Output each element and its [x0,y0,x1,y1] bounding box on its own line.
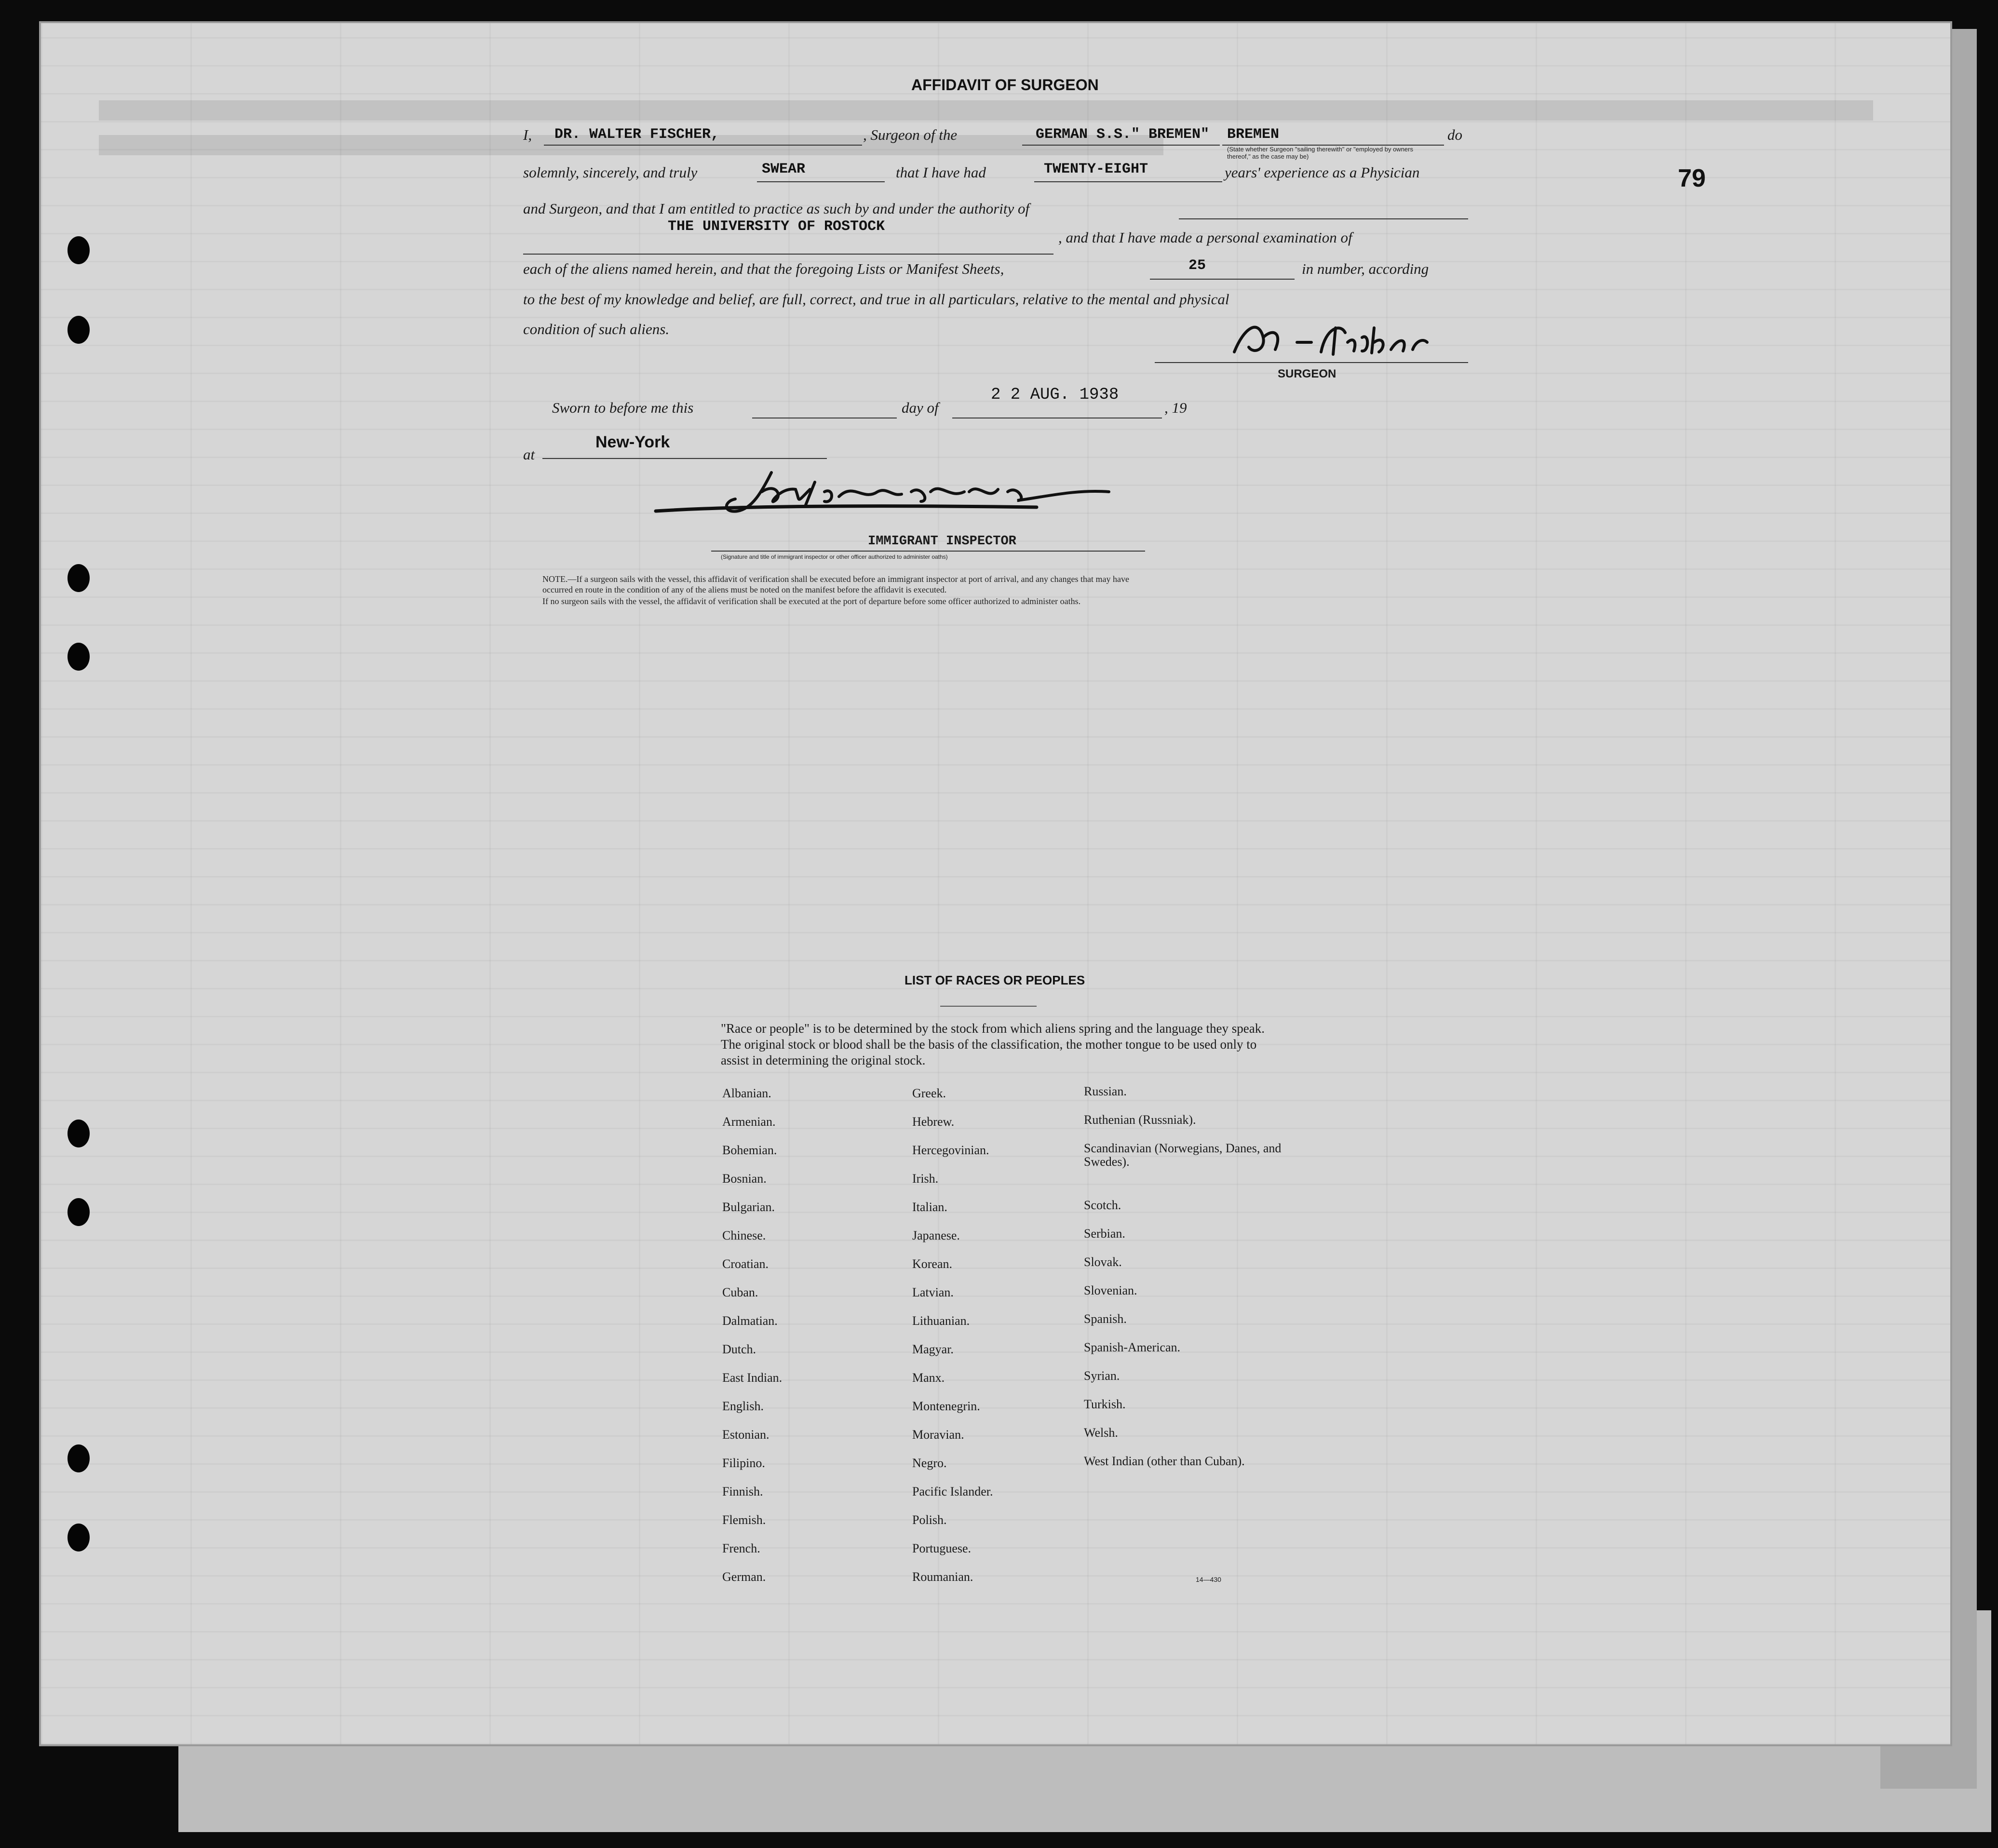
line6: to the best of my knowledge and belief, are full, correct, and true in all particulars, relative to the mental and physical [523,291,1229,308]
race-item: Slovenian. [1084,1283,1137,1297]
punch-hole [68,1120,90,1147]
race-item: Bulgarian. [722,1200,775,1214]
form-number: 14—430 [1196,1576,1221,1583]
race-item: Spanish-American. [1084,1340,1181,1354]
years-value: TWENTY-EIGHT [1044,161,1148,177]
line2-mid: that I have had [896,164,986,181]
race-item: Korean. [912,1257,953,1271]
race-item: Portuguese. [912,1541,972,1555]
race-item: Spanish. [1084,1312,1127,1326]
race-item: Roumanian. [912,1570,973,1584]
bleed-through-header [99,100,1873,168]
inspector-signature [651,463,1123,526]
note-line-2: occurred en route in the condition of any of the aliens must be noted on the manifest before the affidavit is executed. [542,585,947,594]
race-item [1084,1170,1286,1199]
race-item: Ruthenian (Russniak). [1084,1113,1196,1127]
race-item: East Indian. [722,1371,783,1385]
race-item: Bosnian. [722,1172,767,1186]
line2-start: solemnly, sincerely, and truly [523,164,698,181]
vessel-name: GERMAN S.S." BREMEN" [1036,126,1210,143]
race-item: Chinese. [722,1228,766,1242]
race-item: Negro. [912,1456,947,1470]
race-item: Filipino. [722,1456,765,1470]
vessel-note: (State whether Surgeon "sailing therewith" or "employed by owners thereof," as the case may be) [1227,146,1413,160]
inspector-label: IMMIGRANT INSPECTOR [868,534,1016,549]
race-item: Slovak. [1084,1255,1122,1269]
race-item: Dutch. [722,1342,756,1356]
line5-start: each of the aliens named herein, and that the foregoing Lists or Manifest Sheets, [523,260,1004,277]
line5-end: in number, according [1302,260,1429,277]
sworn-day-of: day of [902,399,939,416]
races-column-2 [912,1087,1076,1599]
line2-end: years' experience as a Physician [1225,164,1420,181]
race-item: Polish. [912,1513,947,1527]
punch-hole [68,316,90,344]
oath-value: SWEAR [762,161,806,177]
line1-end: do [1447,126,1462,143]
race-item: Dalmatian. [722,1314,778,1328]
race-item: Hercegovinian. [912,1143,989,1157]
race-item: Scandinavian (Norwegians, Danes, and Swedes). [1084,1141,1282,1169]
inspector-note: (Signature and title of immigrant inspector or other officer authorized to administer oaths) [721,553,948,560]
race-item: Welsh. [1084,1426,1118,1440]
race-item: Croatian. [722,1257,769,1271]
race-item: Japanese. [912,1228,960,1242]
at-label: at [523,446,535,463]
race-item: Flemish. [722,1513,766,1527]
surgeon-signature-line [1155,345,1468,363]
races-intro: "Race or people" is to be determined by the stock from which aliens spring and the language they speak. The original stock or blood shall be the basis of the classification, the mother tongue to be used only to assist in determining the original stock. [721,1021,1265,1067]
race-item: Albanian. [722,1086,771,1100]
sworn-year: , 19 [1164,399,1187,416]
race-item: Turkish. [1084,1397,1126,1411]
line7: condition of such aliens. [523,321,670,337]
race-item: Pacific Islander. [912,1484,993,1498]
races-column-3 [1084,1085,1286,1483]
race-item: West Indian (other than Cuban). [1084,1454,1245,1468]
race-item: Armenian. [722,1115,776,1129]
authority-value: THE UNIVERSITY OF ROSTOCK [668,218,885,235]
title-rule [940,1006,1037,1007]
race-item: Magyar. [912,1342,954,1356]
punch-hole [68,643,90,671]
race-item: Cuban. [722,1285,758,1299]
race-item: German. [722,1570,766,1584]
sheets-field [1150,259,1295,280]
race-item: Finnish. [722,1484,763,1498]
race-item: Italian. [912,1200,947,1214]
race-item: Irish. [912,1172,939,1186]
note-line-1: NOTE.—If a surgeon sails with the vessel, this affidavit of verification shall be executed before an immigrant inspector at port of arrival, and any changes that may have [542,574,1129,584]
races-title: LIST OF RACES OR PEOPLES [904,973,1085,987]
page-number: 79 [1678,164,1706,192]
race-item: Bohemian. [722,1143,777,1157]
line1-start: I, [523,126,532,143]
surgeon-label: SURGEON [1278,367,1336,380]
affidavit-title: AFFIDAVIT OF SURGEON [911,76,1099,94]
race-item: Montenegrin. [912,1399,980,1413]
line4-end: , and that I have made a personal examination of [1058,229,1352,246]
line1-mid: , Surgeon of the [863,126,958,143]
race-item: Hebrew. [912,1115,955,1129]
race-item: Latvian. [912,1285,954,1299]
place-value: New-York [595,433,670,451]
port-name: BREMEN [1227,126,1280,143]
races-column-1 [722,1087,905,1599]
sheets-value: 25 [1188,257,1206,274]
race-item: English. [722,1399,764,1413]
punch-hole [68,1444,90,1472]
race-item: Serbian. [1084,1227,1125,1241]
punch-hole [68,1198,90,1226]
race-item: Manx. [912,1371,945,1385]
sworn-date: 2 2 AUG. 1938 [991,386,1119,404]
note-line-3: If no surgeon sails with the vessel, the affidavit of verification shall be executed at the port of departure before some officer authorized to administer oaths. [542,596,1081,606]
punch-hole [68,564,90,592]
race-item: Syrian. [1084,1369,1120,1383]
race-item: Moravian. [912,1428,964,1442]
authority-continuation-field [1179,199,1468,219]
race-item: French. [722,1541,760,1555]
surgeon-name: DR. WALTER FISCHER, [554,126,720,143]
punch-hole [68,236,90,264]
race-item: Estonian. [722,1428,770,1442]
place-field [542,437,827,459]
inspector-signature-line [711,535,1145,552]
race-item: Greek. [912,1086,946,1100]
punch-hole [68,1524,90,1551]
line3: and Surgeon, and that I am entitled to practice as such by and under the authority of [523,200,1030,217]
authority-field [523,234,1053,255]
race-item: Lithuanian. [912,1314,970,1328]
sworn-start: Sworn to before me this [552,399,694,416]
race-item: Scotch. [1084,1198,1121,1212]
sworn-day-field [752,398,897,418]
race-item: Russian. [1084,1084,1127,1098]
